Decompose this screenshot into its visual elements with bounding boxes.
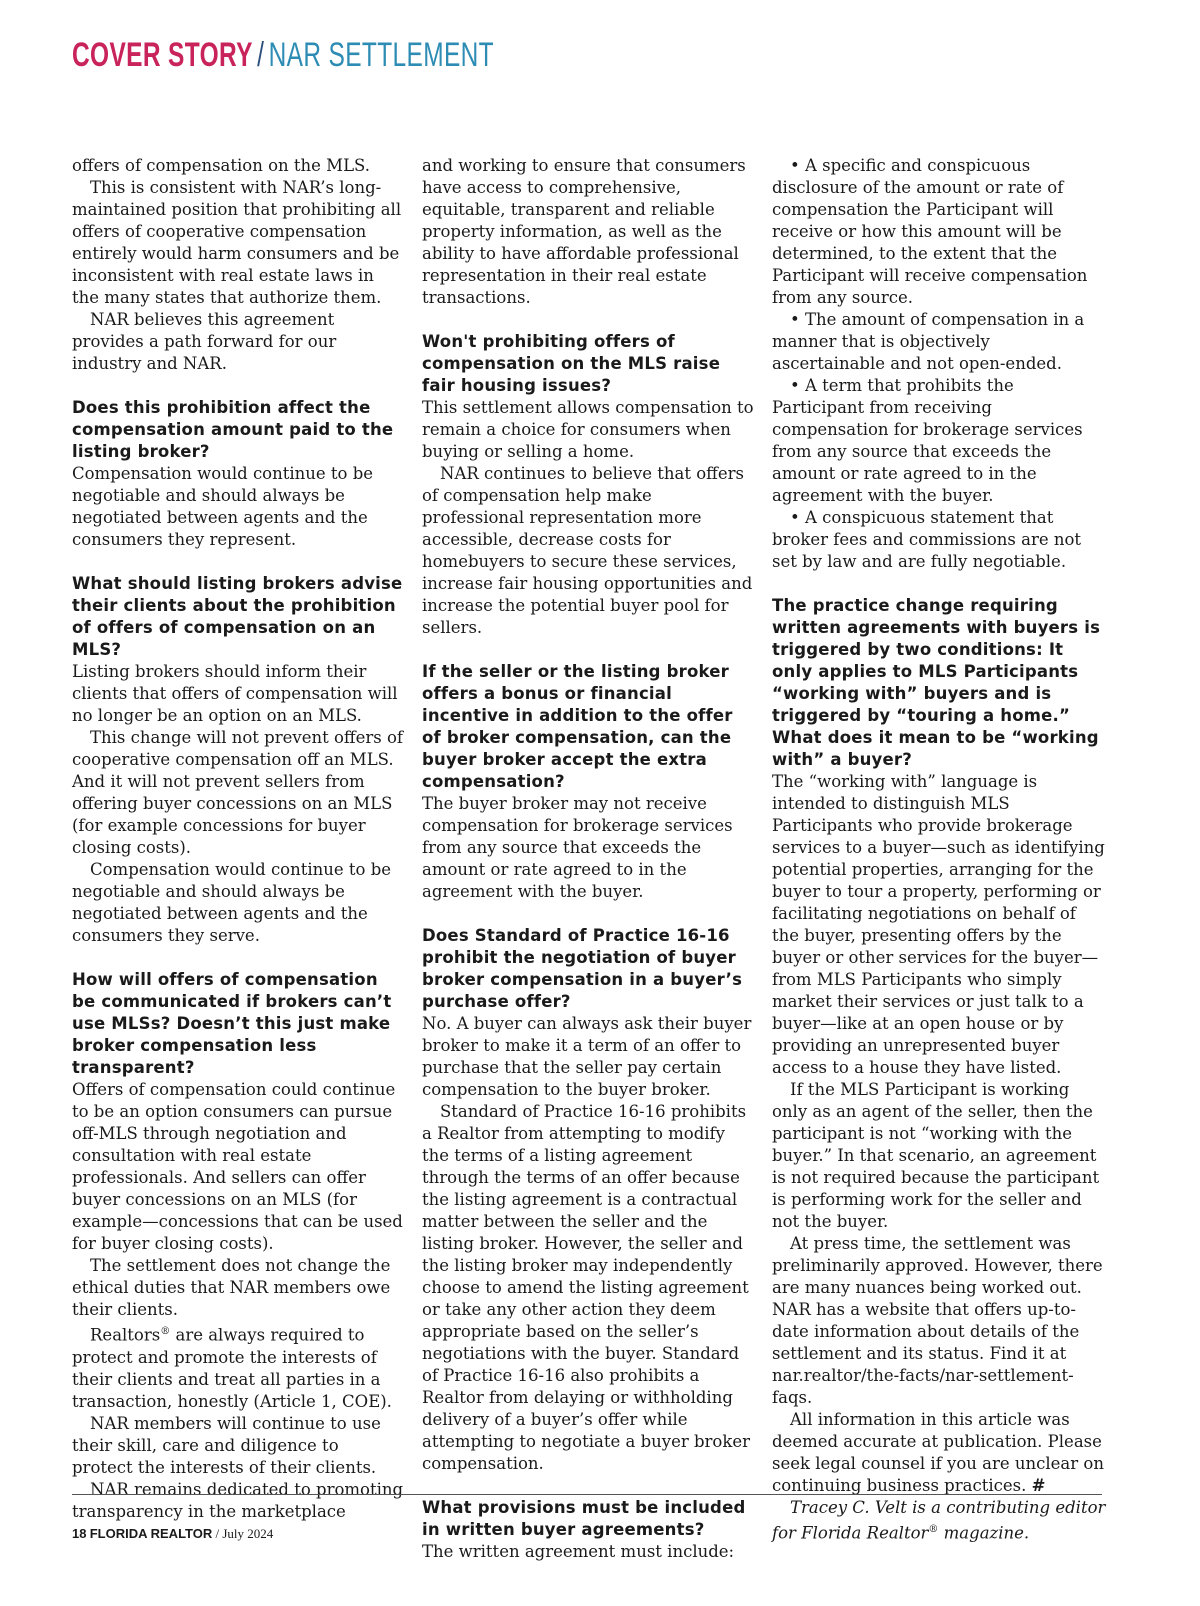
registered-mark: ® xyxy=(928,1524,939,1535)
section-label: COVER STORY xyxy=(72,36,253,74)
text: are always required to protect and promote the interests of their clients and treat all parties in a transaction, honestly (Article 1, COE). xyxy=(72,1325,392,1411)
magazine-name: FLORIDA REALTOR xyxy=(89,1526,213,1541)
paragraph: If the MLS Participant is working only as an agent of the seller, then the participant is not “working with the buyer.” In that scenario, an agreement is not required because the participant is performing work for the seller and not the buyer. xyxy=(772,1080,1100,1231)
paragraph: offers of compensation on the MLS. xyxy=(72,156,370,175)
registered-mark: ® xyxy=(160,1326,171,1337)
text: Realtors xyxy=(90,1325,161,1345)
paragraph: Compensation would continue to be negotiable and should always be negotiated between agents and the consumers they serve. xyxy=(72,860,392,945)
question-heading: How will offers of compensation be communicated if brokers can’t use MLSs? Doesn’t this just make broker compensation less transparent? xyxy=(72,970,392,1077)
paragraph: The settlement does not change the ethical duties that NAR members owe their clients. xyxy=(72,1256,391,1319)
paragraph: This settlement allows compensation to remain a choice for consumers when buying or selling a home. xyxy=(422,398,754,461)
column-2 xyxy=(422,155,754,1563)
column-3 xyxy=(772,155,1108,1545)
paragraph: NAR remains dedicated to promoting transparency in the marketplace xyxy=(72,1479,404,1521)
paragraph: Listing brokers should inform their clients that offers of compensation will no longer be an option on an MLS. xyxy=(72,662,398,725)
bullet-item: • A term that prohibits the Participant from receiving compensation for brokerage services from any source that exceeds the amount or rate agreed to in the agreement with the buyer. xyxy=(772,376,1083,505)
paragraph: The “working with” language is intended to distinguish MLS Participants who provide brokerage services to a buyer—such as identifying potential properties, arranging for the buyer to tour a property, performing or facilitating negotiations on behalf of the buyer, presenting offers by the buyer or other services for the buyer—from MLS Participants who simply market their services or just talk to a buyer—like at an open house or by providing an unrepresented buyer access to a house they have listed. xyxy=(772,772,1105,1077)
paragraph: Offers of compensation could continue to be an option consumers can pursue off-MLS through negotiation and consultation with real estate professionals. And sellers can offer buyer concessions on an MLS (for example—concessions that can be used for buyer closing costs). xyxy=(72,1080,403,1253)
author-byline xyxy=(772,1497,1108,1545)
question-heading: If the seller or the listing broker offers a bonus or financial incentive in addition to the offer of broker compensation, can the buyer broker accept the extra compensation? xyxy=(422,662,733,791)
bullet-item: • The amount of compensation in a manner that is objectively ascertainable and not open-ended. xyxy=(772,310,1085,373)
paragraph: The buyer broker may not receive compensation for brokerage services from any source that exceeds the amount or rate agreed to in the agreement with the buyer. xyxy=(422,794,733,901)
paragraph: This change will not prevent offers of cooperative compensation off an MLS. And it will not prevent sellers from offering buyer concessions on an MLS (for example concessions for buyer closing costs). xyxy=(72,728,404,857)
question-heading: Does this prohibition affect the compensation amount paid to the listing broker? xyxy=(72,398,394,461)
column-1 xyxy=(72,155,404,1523)
paragraph: The written agreement must include: xyxy=(422,1542,735,1561)
end-mark: # xyxy=(1031,1476,1046,1495)
header-slash: / xyxy=(257,36,265,74)
topic-label: NAR SETTLEMENT xyxy=(268,36,494,74)
text: magazine. xyxy=(938,1523,1030,1543)
paragraph xyxy=(772,1409,1108,1497)
question-heading: Does Standard of Practice 16-16 prohibit the negotiation of buyer broker compensation in a buyer’s purchase offer? xyxy=(422,926,743,1011)
paragraph: and working to ensure that consumers have access to comprehensive, equitable, transparent and reliable property information, as well as the ability to have affordable professional representation in their real estate transactions. xyxy=(422,156,746,307)
question-heading: What should listing brokers advise their clients about the prohibition of offers of compensation on an MLS? xyxy=(72,574,403,659)
footer-separator: / xyxy=(215,1526,220,1541)
question-heading: What provisions must be included in written buyer agreements? xyxy=(422,1498,746,1539)
text: All information in this article was deemed accurate at publication. Please seek legal counsel if you are unclear on continuing business practices. xyxy=(772,1410,1104,1495)
text: Tracey C. Velt is a contributing editor for Florida Realtor xyxy=(772,1498,1106,1543)
paragraph: NAR believes this agreement provides a path forward for our industry and NAR. xyxy=(72,310,337,373)
paragraph: Compensation would continue to be negotiable and should always be negotiated between agents and the consumers they represent. xyxy=(72,464,374,549)
question-heading: The practice change requiring written agreements with buyers is triggered by two conditions: It only applies to MLS Participants “working with” buyers and is triggered by “touring a home.” What does it mean to be “working with” a buyer? xyxy=(772,596,1101,769)
bullet-item: • A specific and conspicuous disclosure of the amount or rate of compensation the Participant will receive or how this amount will be determined, to the extent that the Participant will receive compensation from any source. xyxy=(772,156,1088,307)
paragraph: NAR continues to believe that offers of compensation help make professional representation more accessible, decrease costs for homebuyers to secure these services, increase fair housing opportunities and increase the potential buyer pool for sellers. xyxy=(422,464,753,637)
page-footer xyxy=(72,1526,273,1542)
footer-divider xyxy=(72,1494,1102,1495)
section-header xyxy=(72,36,494,75)
question-heading: Won't prohibiting offers of compensation on the MLS raise fair housing issues? xyxy=(422,332,721,395)
page-number: 18 xyxy=(72,1526,87,1541)
paragraph xyxy=(72,1321,404,1413)
bullet-item: • A conspicuous statement that broker fees and commissions are not set by law and are fully negotiable. xyxy=(772,508,1082,571)
issue-date: July 2024 xyxy=(222,1526,274,1541)
paragraph: Standard of Practice 16-16 prohibits a Realtor from attempting to modify the terms of a listing agreement through the terms of an offer because the listing agreement is a contractual matter between the seller and the listing broker. However, the seller and the listing broker may independently choose to amend the listing agreement or take any other action they deem appropriate based on the seller’s negotiations with the buyer. Standard of Practice 16-16 also prohibits a Realtor from delaying or withholding delivery of a buyer’s offer while attempting to negotiate a buyer broker compensation. xyxy=(422,1102,751,1473)
paragraph: No. A buyer can always ask their buyer broker to make it a term of an offer to purchase that the seller pay certain compensation to the buyer broker. xyxy=(422,1014,752,1099)
paragraph: At press time, the settlement was preliminarily approved. However, there are many nuances being worked out. NAR has a website that offers up-to-date information about details of the settlement and its status. Find it at nar.realtor/the-facts/nar-settlement-faqs. xyxy=(772,1234,1103,1407)
paragraph: This is consistent with NAR’s long-maintained position that prohibiting all offers of cooperative compensation entirely would harm consumers and be inconsistent with real estate laws in the many states that authorize them. xyxy=(72,178,402,307)
paragraph: NAR members will continue to use their skill, care and diligence to protect the interests of their clients. xyxy=(72,1413,381,1477)
